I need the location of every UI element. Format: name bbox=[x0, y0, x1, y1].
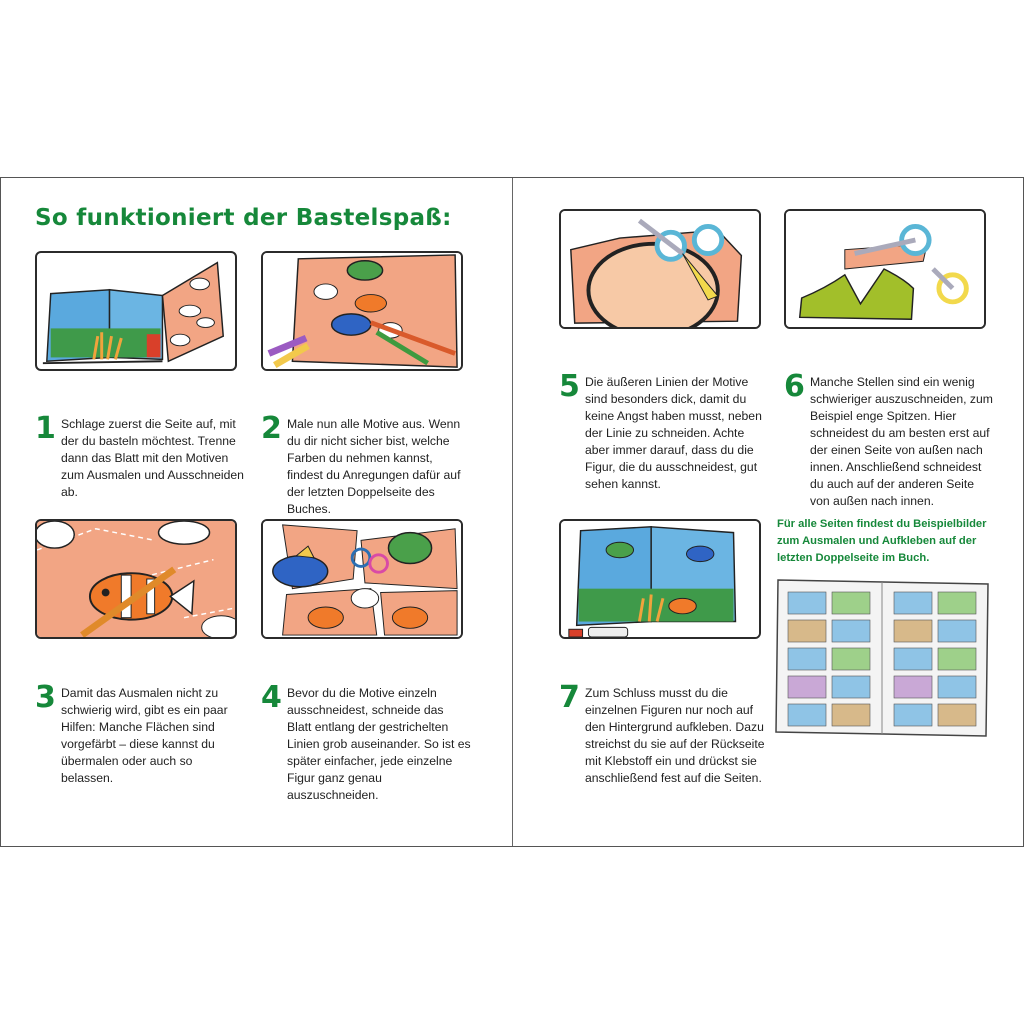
step-text: Male nun alle Motive aus. Wenn du dir nicht sicher bist, welche Farben du nehmen kannst, findest du Anregungen dafür auf der letzten Doppelseite des Buches. bbox=[287, 417, 461, 516]
step-number: 5 bbox=[559, 369, 580, 404]
illustration-cutting-thick-outline bbox=[559, 209, 761, 329]
illustration-cut-pieces-scissors bbox=[261, 519, 463, 639]
step-number: 4 bbox=[261, 680, 282, 715]
illustration-coloring-pencils-sheet bbox=[261, 251, 463, 371]
step-number: 3 bbox=[35, 680, 56, 715]
step-number: 6 bbox=[784, 369, 805, 404]
step-text: Zum Schluss musst du die einzelnen Figuren nur noch auf den Hintergrund aufkleben. Dazu streichst du sie auf der Rückseite mit Klebstoff ein und drückst sie anschließend fest auf die Seiten. bbox=[585, 686, 765, 785]
illustration-open-book-with-sheet bbox=[35, 251, 237, 371]
step-text: Manche Stellen sind ein wenig schwieriger auszuschneiden, zum Beispiel enge Spitzen. Hier schneidest du am besten erst auf der einen Seite von außen nach innen. Anschließend schneidest du auch auf der anderen Seite von außen nach innen. bbox=[810, 375, 993, 508]
step-text: Bevor du die Motive einzeln ausschneidest, schneide das Blatt entlang der gestrichelten Linien grob auseinander. So ist es später einfacher, jede einzelne Figur ganz genau auszuschneiden. bbox=[287, 686, 471, 802]
step-text: Damit das Ausmalen nicht zu schwierig wird, gibt es ein paar Hilfen: Manche Flächen sind vorgefärbt – diese kannst du übermalen oder auch so belassen. bbox=[61, 686, 228, 785]
step-text: Schlage zuerst die Seite auf, mit der du basteln möchtest. Trenne dann das Blatt mit den Motiven zum Ausmalen und Ausschneiden ab. bbox=[61, 417, 244, 499]
illustration-finished-picture-glue bbox=[559, 519, 761, 639]
step-number: 1 bbox=[35, 411, 56, 446]
booklet-spread bbox=[0, 177, 1024, 847]
page-fold bbox=[512, 178, 513, 846]
step-number: 2 bbox=[261, 411, 282, 446]
page-title: So funktioniert der Bastelspaß: bbox=[35, 205, 452, 231]
illustration-clownfish-coloring bbox=[35, 519, 237, 639]
step-text: Die äußeren Linien der Motive sind besonders dick, damit du keine Angst haben musst, neben der Linie zu schneiden. Achte aber immer darauf, dass du die Figur, die du ausschneidest, gut sehen kannst. bbox=[585, 375, 762, 491]
step-number: 7 bbox=[559, 680, 580, 715]
illustration-example-pages-book bbox=[774, 576, 992, 740]
example-note: Für alle Seiten findest du Beispielbilder zum Ausmalen und Aufkleben auf der letzten Doppelseite im Buch. bbox=[777, 518, 987, 564]
illustration-cutting-sharp-corners bbox=[784, 209, 986, 329]
